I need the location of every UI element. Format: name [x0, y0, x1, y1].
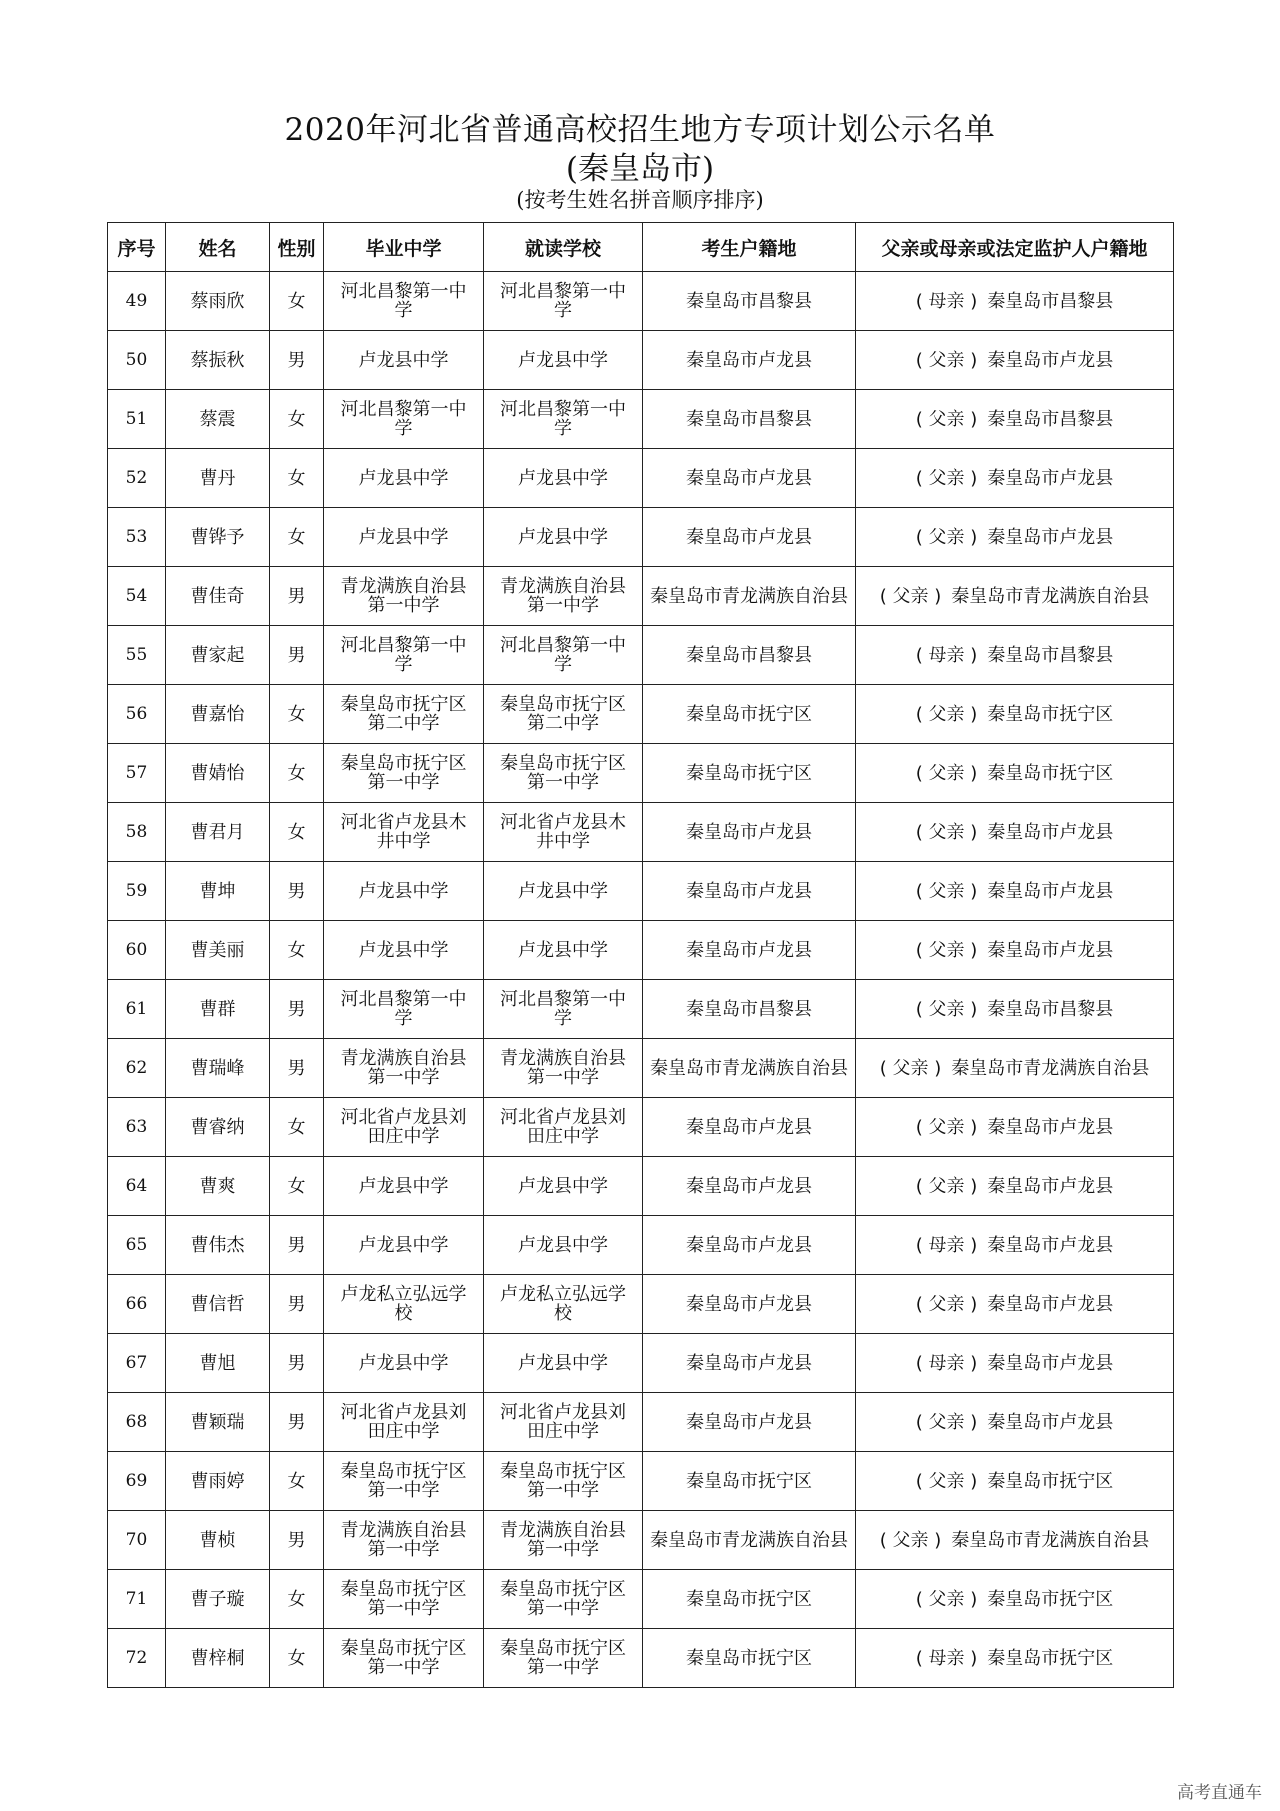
- cell-name: 蔡雨欣: [166, 272, 270, 331]
- cell-study-school: 卢龙县中学: [484, 1216, 643, 1275]
- cell-grad-school: 卢龙县中学: [324, 449, 484, 508]
- cell-residence: 秦皇岛市卢龙县: [643, 1157, 856, 1216]
- cell-no: 69: [108, 1452, 166, 1511]
- cell-no: 58: [108, 803, 166, 862]
- parent-place: 秦皇岛市卢龙县: [987, 349, 1114, 371]
- cell-no: 52: [108, 449, 166, 508]
- parent-relation: ( 父亲 ): [915, 1116, 978, 1138]
- cell-parent-residence: [856, 685, 1174, 744]
- cell-grad-school: 秦皇岛市抚宁区第一中学: [324, 1570, 484, 1629]
- cell-parent-residence: [856, 1629, 1174, 1688]
- cell-grad-school: 卢龙私立弘远学校: [324, 1275, 484, 1334]
- parent-place: 秦皇岛市青龙满族自治县: [951, 1057, 1150, 1079]
- parent-relation: ( 父亲 ): [879, 585, 942, 607]
- cell-parent-residence: [856, 921, 1174, 980]
- cell-parent-residence: [856, 272, 1174, 331]
- cell-gender: 男: [270, 1275, 324, 1334]
- cell-gender: 女: [270, 508, 324, 567]
- parent-relation: ( 父亲 ): [915, 467, 978, 489]
- cell-name: 曹嘉怡: [166, 685, 270, 744]
- city-subtitle: (秦皇岛市): [565, 151, 715, 187]
- cell-parent-residence: [856, 862, 1174, 921]
- cell-parent-residence: [856, 1393, 1174, 1452]
- cell-parent-residence: [856, 803, 1174, 862]
- parent-place: 秦皇岛市卢龙县: [987, 880, 1114, 902]
- cell-no: 65: [108, 1216, 166, 1275]
- cell-grad-school: 青龙满族自治县第一中学: [324, 567, 484, 626]
- parent-place: 秦皇岛市昌黎县: [987, 408, 1114, 430]
- cell-name: 曹美丽: [166, 921, 270, 980]
- cell-study-school: 秦皇岛市抚宁区第二中学: [484, 685, 643, 744]
- sort-note: (按考生姓名拼音顺序排序): [516, 188, 764, 212]
- cell-grad-school: 青龙满族自治县第一中学: [324, 1511, 484, 1570]
- cell-gender: 女: [270, 803, 324, 862]
- cell-name: 蔡震: [166, 390, 270, 449]
- parent-relation: ( 母亲 ): [915, 1352, 978, 1374]
- cell-residence: 秦皇岛市卢龙县: [643, 1334, 856, 1393]
- cell-gender: 男: [270, 567, 324, 626]
- cell-grad-school: 卢龙县中学: [324, 1157, 484, 1216]
- cell-residence: 秦皇岛市青龙满族自治县: [643, 1511, 856, 1570]
- cell-residence: 秦皇岛市卢龙县: [643, 1216, 856, 1275]
- cell-no: 55: [108, 626, 166, 685]
- parent-place: 秦皇岛市昌黎县: [987, 644, 1114, 666]
- parent-place: 秦皇岛市卢龙县: [987, 1411, 1114, 1433]
- parent-relation: ( 父亲 ): [915, 1293, 978, 1315]
- cell-grad-school: 秦皇岛市抚宁区第一中学: [324, 1629, 484, 1688]
- cell-name: 曹雨婷: [166, 1452, 270, 1511]
- parent-relation: ( 父亲 ): [915, 939, 978, 961]
- cell-residence: 秦皇岛市青龙满族自治县: [643, 1039, 856, 1098]
- cell-gender: 女: [270, 1570, 324, 1629]
- table-row: [108, 1629, 1174, 1688]
- cell-parent-residence: [856, 980, 1174, 1039]
- cell-study-school: 秦皇岛市抚宁区第一中学: [484, 744, 643, 803]
- cell-name: 曹丹: [166, 449, 270, 508]
- cell-parent-residence: [856, 744, 1174, 803]
- cell-parent-residence: [856, 390, 1174, 449]
- cell-grad-school: 卢龙县中学: [324, 921, 484, 980]
- cell-residence: 秦皇岛市抚宁区: [643, 1629, 856, 1688]
- cell-gender: 男: [270, 331, 324, 390]
- cell-name: 曹信哲: [166, 1275, 270, 1334]
- parent-place: 秦皇岛市卢龙县: [987, 1175, 1114, 1197]
- cell-parent-residence: [856, 1098, 1174, 1157]
- cell-residence: 秦皇岛市昌黎县: [643, 390, 856, 449]
- cell-study-school: 河北昌黎第一中学: [484, 626, 643, 685]
- parent-relation: ( 父亲 ): [915, 1588, 978, 1610]
- cell-name: 曹桢: [166, 1511, 270, 1570]
- cell-grad-school: 卢龙县中学: [324, 508, 484, 567]
- cell-no: 49: [108, 272, 166, 331]
- cell-no: 51: [108, 390, 166, 449]
- cell-residence: 秦皇岛市抚宁区: [643, 744, 856, 803]
- cell-name: 曹瑞峰: [166, 1039, 270, 1098]
- cell-study-school: 卢龙县中学: [484, 331, 643, 390]
- cell-study-school: 青龙满族自治县第一中学: [484, 1511, 643, 1570]
- parent-place: 秦皇岛市卢龙县: [987, 1116, 1114, 1138]
- cell-study-school: 河北昌黎第一中学: [484, 272, 643, 331]
- cell-study-school: 卢龙县中学: [484, 862, 643, 921]
- cell-parent-residence: [856, 1452, 1174, 1511]
- table-row: [108, 685, 1174, 744]
- cell-gender: 男: [270, 1039, 324, 1098]
- cell-no: 71: [108, 1570, 166, 1629]
- cell-parent-residence: [856, 1275, 1174, 1334]
- parent-relation: ( 父亲 ): [915, 349, 978, 371]
- cell-no: 53: [108, 508, 166, 567]
- cell-parent-residence: [856, 449, 1174, 508]
- cell-residence: 秦皇岛市卢龙县: [643, 1098, 856, 1157]
- cell-residence: 秦皇岛市卢龙县: [643, 921, 856, 980]
- parent-relation: ( 父亲 ): [879, 1057, 942, 1079]
- cell-no: 64: [108, 1157, 166, 1216]
- cell-name: 曹颖瑞: [166, 1393, 270, 1452]
- table-row: [108, 1098, 1174, 1157]
- parent-place: 秦皇岛市卢龙县: [987, 821, 1114, 843]
- table-row: [108, 1452, 1174, 1511]
- table-row: [108, 272, 1174, 331]
- cell-residence: 秦皇岛市抚宁区: [643, 685, 856, 744]
- cell-name: 曹群: [166, 980, 270, 1039]
- cell-residence: 秦皇岛市青龙满族自治县: [643, 567, 856, 626]
- cell-grad-school: 秦皇岛市抚宁区第一中学: [324, 744, 484, 803]
- cell-parent-residence: [856, 1157, 1174, 1216]
- col-header-grad-school: 毕业中学: [324, 223, 484, 272]
- cell-study-school: 河北省卢龙县木井中学: [484, 803, 643, 862]
- cell-study-school: 河北昌黎第一中学: [484, 980, 643, 1039]
- cell-residence: 秦皇岛市昌黎县: [643, 272, 856, 331]
- parent-relation: ( 父亲 ): [915, 821, 978, 843]
- cell-study-school: 河北昌黎第一中学: [484, 390, 643, 449]
- parent-relation: ( 父亲 ): [915, 1175, 978, 1197]
- cell-no: 61: [108, 980, 166, 1039]
- parent-place: 秦皇岛市抚宁区: [987, 762, 1114, 784]
- cell-gender: 女: [270, 685, 324, 744]
- cell-name: 蔡振秋: [166, 331, 270, 390]
- cell-no: 63: [108, 1098, 166, 1157]
- cell-parent-residence: [856, 1216, 1174, 1275]
- cell-name: 曹旭: [166, 1334, 270, 1393]
- cell-residence: 秦皇岛市抚宁区: [643, 1452, 856, 1511]
- table-row: [108, 1157, 1174, 1216]
- col-header-study-school: 就读学校: [484, 223, 643, 272]
- parent-place: 秦皇岛市卢龙县: [987, 467, 1114, 489]
- cell-no: 54: [108, 567, 166, 626]
- parent-relation: ( 父亲 ): [915, 526, 978, 548]
- cell-no: 60: [108, 921, 166, 980]
- cell-name: 曹君月: [166, 803, 270, 862]
- cell-no: 59: [108, 862, 166, 921]
- cell-name: 曹铧予: [166, 508, 270, 567]
- cell-no: 56: [108, 685, 166, 744]
- cell-study-school: 青龙满族自治县第一中学: [484, 1039, 643, 1098]
- cell-residence: 秦皇岛市抚宁区: [643, 1570, 856, 1629]
- parent-relation: ( 父亲 ): [915, 703, 978, 725]
- parent-place: 秦皇岛市卢龙县: [987, 1352, 1114, 1374]
- cell-gender: 女: [270, 1098, 324, 1157]
- cell-grad-school: 卢龙县中学: [324, 331, 484, 390]
- cell-name: 曹家起: [166, 626, 270, 685]
- cell-grad-school: 秦皇岛市抚宁区第一中学: [324, 1452, 484, 1511]
- table-row: [108, 449, 1174, 508]
- cell-no: 67: [108, 1334, 166, 1393]
- cell-study-school: 秦皇岛市抚宁区第一中学: [484, 1629, 643, 1688]
- parent-place: 秦皇岛市卢龙县: [987, 939, 1114, 961]
- cell-grad-school: 河北昌黎第一中学: [324, 390, 484, 449]
- cell-study-school: 卢龙县中学: [484, 508, 643, 567]
- table-row: [108, 1275, 1174, 1334]
- parent-relation: ( 父亲 ): [915, 762, 978, 784]
- cell-study-school: 卢龙县中学: [484, 1157, 643, 1216]
- parent-relation: ( 母亲 ): [915, 644, 978, 666]
- cell-gender: 男: [270, 1511, 324, 1570]
- cell-parent-residence: [856, 1511, 1174, 1570]
- table-header-row: [108, 223, 1174, 272]
- parent-place: 秦皇岛市卢龙县: [987, 1293, 1114, 1315]
- parent-place: 秦皇岛市青龙满族自治县: [951, 585, 1150, 607]
- parent-place: 秦皇岛市抚宁区: [987, 1588, 1114, 1610]
- cell-study-school: 秦皇岛市抚宁区第一中学: [484, 1570, 643, 1629]
- cell-gender: 女: [270, 272, 324, 331]
- cell-gender: 男: [270, 980, 324, 1039]
- table-row: [108, 626, 1174, 685]
- cell-residence: 秦皇岛市昌黎县: [643, 980, 856, 1039]
- cell-name: 曹爽: [166, 1157, 270, 1216]
- cell-grad-school: 河北省卢龙县刘田庄中学: [324, 1098, 484, 1157]
- cell-study-school: 卢龙县中学: [484, 921, 643, 980]
- cell-name: 曹坤: [166, 862, 270, 921]
- cell-study-school: 卢龙县中学: [484, 1334, 643, 1393]
- table-row: [108, 862, 1174, 921]
- cell-parent-residence: [856, 626, 1174, 685]
- cell-gender: 男: [270, 1216, 324, 1275]
- parent-relation: ( 母亲 ): [915, 1234, 978, 1256]
- col-header-parent-residence: 父亲或母亲或法定监护人户籍地: [856, 223, 1174, 272]
- parent-relation: ( 父亲 ): [915, 408, 978, 430]
- cell-grad-school: 卢龙县中学: [324, 862, 484, 921]
- cell-name: 曹睿纳: [166, 1098, 270, 1157]
- col-header-no: 序号: [108, 223, 166, 272]
- table-row: [108, 1334, 1174, 1393]
- cell-residence: 秦皇岛市卢龙县: [643, 449, 856, 508]
- cell-study-school: 卢龙县中学: [484, 449, 643, 508]
- cell-gender: 女: [270, 1629, 324, 1688]
- parent-relation: ( 父亲 ): [879, 1529, 942, 1551]
- cell-parent-residence: [856, 567, 1174, 626]
- cell-no: 66: [108, 1275, 166, 1334]
- cell-no: 68: [108, 1393, 166, 1452]
- table-row: [108, 980, 1174, 1039]
- cell-grad-school: 卢龙县中学: [324, 1334, 484, 1393]
- cell-gender: 女: [270, 390, 324, 449]
- page-title: 2020年河北省普通高校招生地方专项计划公示名单: [284, 112, 996, 148]
- cell-name: 曹子璇: [166, 1570, 270, 1629]
- col-header-residence: 考生户籍地: [643, 223, 856, 272]
- cell-name: 曹婧怡: [166, 744, 270, 803]
- cell-gender: 男: [270, 626, 324, 685]
- parent-place: 秦皇岛市昌黎县: [987, 290, 1114, 312]
- cell-no: 57: [108, 744, 166, 803]
- cell-no: 70: [108, 1511, 166, 1570]
- cell-grad-school: 河北省卢龙县木井中学: [324, 803, 484, 862]
- table-row: [108, 390, 1174, 449]
- cell-name: 曹伟杰: [166, 1216, 270, 1275]
- cell-parent-residence: [856, 508, 1174, 567]
- cell-gender: 男: [270, 1393, 324, 1452]
- cell-parent-residence: [856, 1039, 1174, 1098]
- table-row: [108, 1393, 1174, 1452]
- cell-name: 曹佳奇: [166, 567, 270, 626]
- cell-gender: 女: [270, 1157, 324, 1216]
- cell-grad-school: 河北昌黎第一中学: [324, 272, 484, 331]
- parent-relation: ( 父亲 ): [915, 880, 978, 902]
- parent-relation: ( 母亲 ): [915, 1647, 978, 1669]
- parent-place: 秦皇岛市卢龙县: [987, 1234, 1114, 1256]
- cell-gender: 女: [270, 744, 324, 803]
- cell-residence: 秦皇岛市卢龙县: [643, 803, 856, 862]
- parent-place: 秦皇岛市卢龙县: [987, 526, 1114, 548]
- table-row: [108, 1039, 1174, 1098]
- cell-study-school: 河北省卢龙县刘田庄中学: [484, 1098, 643, 1157]
- cell-residence: 秦皇岛市卢龙县: [643, 862, 856, 921]
- cell-name: 曹梓桐: [166, 1629, 270, 1688]
- cell-gender: 男: [270, 862, 324, 921]
- cell-residence: 秦皇岛市卢龙县: [643, 1393, 856, 1452]
- cell-residence: 秦皇岛市卢龙县: [643, 1275, 856, 1334]
- table-row: [108, 1511, 1174, 1570]
- cell-gender: 女: [270, 921, 324, 980]
- parent-relation: ( 父亲 ): [915, 1470, 978, 1492]
- cell-parent-residence: [856, 1334, 1174, 1393]
- table-row: [108, 508, 1174, 567]
- cell-study-school: 秦皇岛市抚宁区第一中学: [484, 1452, 643, 1511]
- parent-relation: ( 母亲 ): [915, 290, 978, 312]
- cell-gender: 女: [270, 1452, 324, 1511]
- cell-no: 62: [108, 1039, 166, 1098]
- cell-study-school: 卢龙私立弘远学校: [484, 1275, 643, 1334]
- cell-grad-school: 秦皇岛市抚宁区第二中学: [324, 685, 484, 744]
- cell-grad-school: 河北昌黎第一中学: [324, 626, 484, 685]
- cell-gender: 男: [270, 1334, 324, 1393]
- cell-study-school: 河北省卢龙县刘田庄中学: [484, 1393, 643, 1452]
- table-row: [108, 1216, 1174, 1275]
- cell-residence: 秦皇岛市卢龙县: [643, 508, 856, 567]
- table-row: [108, 331, 1174, 390]
- table-row: [108, 1570, 1174, 1629]
- table-row: [108, 744, 1174, 803]
- table-row: [108, 803, 1174, 862]
- roster-table: [107, 222, 1174, 1688]
- cell-grad-school: 青龙满族自治县第一中学: [324, 1039, 484, 1098]
- parent-place: 秦皇岛市抚宁区: [987, 703, 1114, 725]
- cell-gender: 女: [270, 449, 324, 508]
- parent-relation: ( 父亲 ): [915, 998, 978, 1020]
- watermark-text: 高考直通车: [1177, 1783, 1262, 1803]
- table-row: [108, 921, 1174, 980]
- cell-study-school: 青龙满族自治县第一中学: [484, 567, 643, 626]
- parent-place: 秦皇岛市青龙满族自治县: [951, 1529, 1150, 1551]
- parent-place: 秦皇岛市抚宁区: [987, 1470, 1114, 1492]
- cell-parent-residence: [856, 1570, 1174, 1629]
- cell-residence: 秦皇岛市昌黎县: [643, 626, 856, 685]
- col-header-name: 姓名: [166, 223, 270, 272]
- table-row: [108, 567, 1174, 626]
- cell-no: 50: [108, 331, 166, 390]
- col-header-gender: 性别: [270, 223, 324, 272]
- cell-grad-school: 河北省卢龙县刘田庄中学: [324, 1393, 484, 1452]
- cell-grad-school: 卢龙县中学: [324, 1216, 484, 1275]
- cell-parent-residence: [856, 331, 1174, 390]
- parent-place: 秦皇岛市昌黎县: [987, 998, 1114, 1020]
- cell-no: 72: [108, 1629, 166, 1688]
- parent-place: 秦皇岛市抚宁区: [987, 1647, 1114, 1669]
- parent-relation: ( 父亲 ): [915, 1411, 978, 1433]
- cell-grad-school: 河北昌黎第一中学: [324, 980, 484, 1039]
- cell-residence: 秦皇岛市卢龙县: [643, 331, 856, 390]
